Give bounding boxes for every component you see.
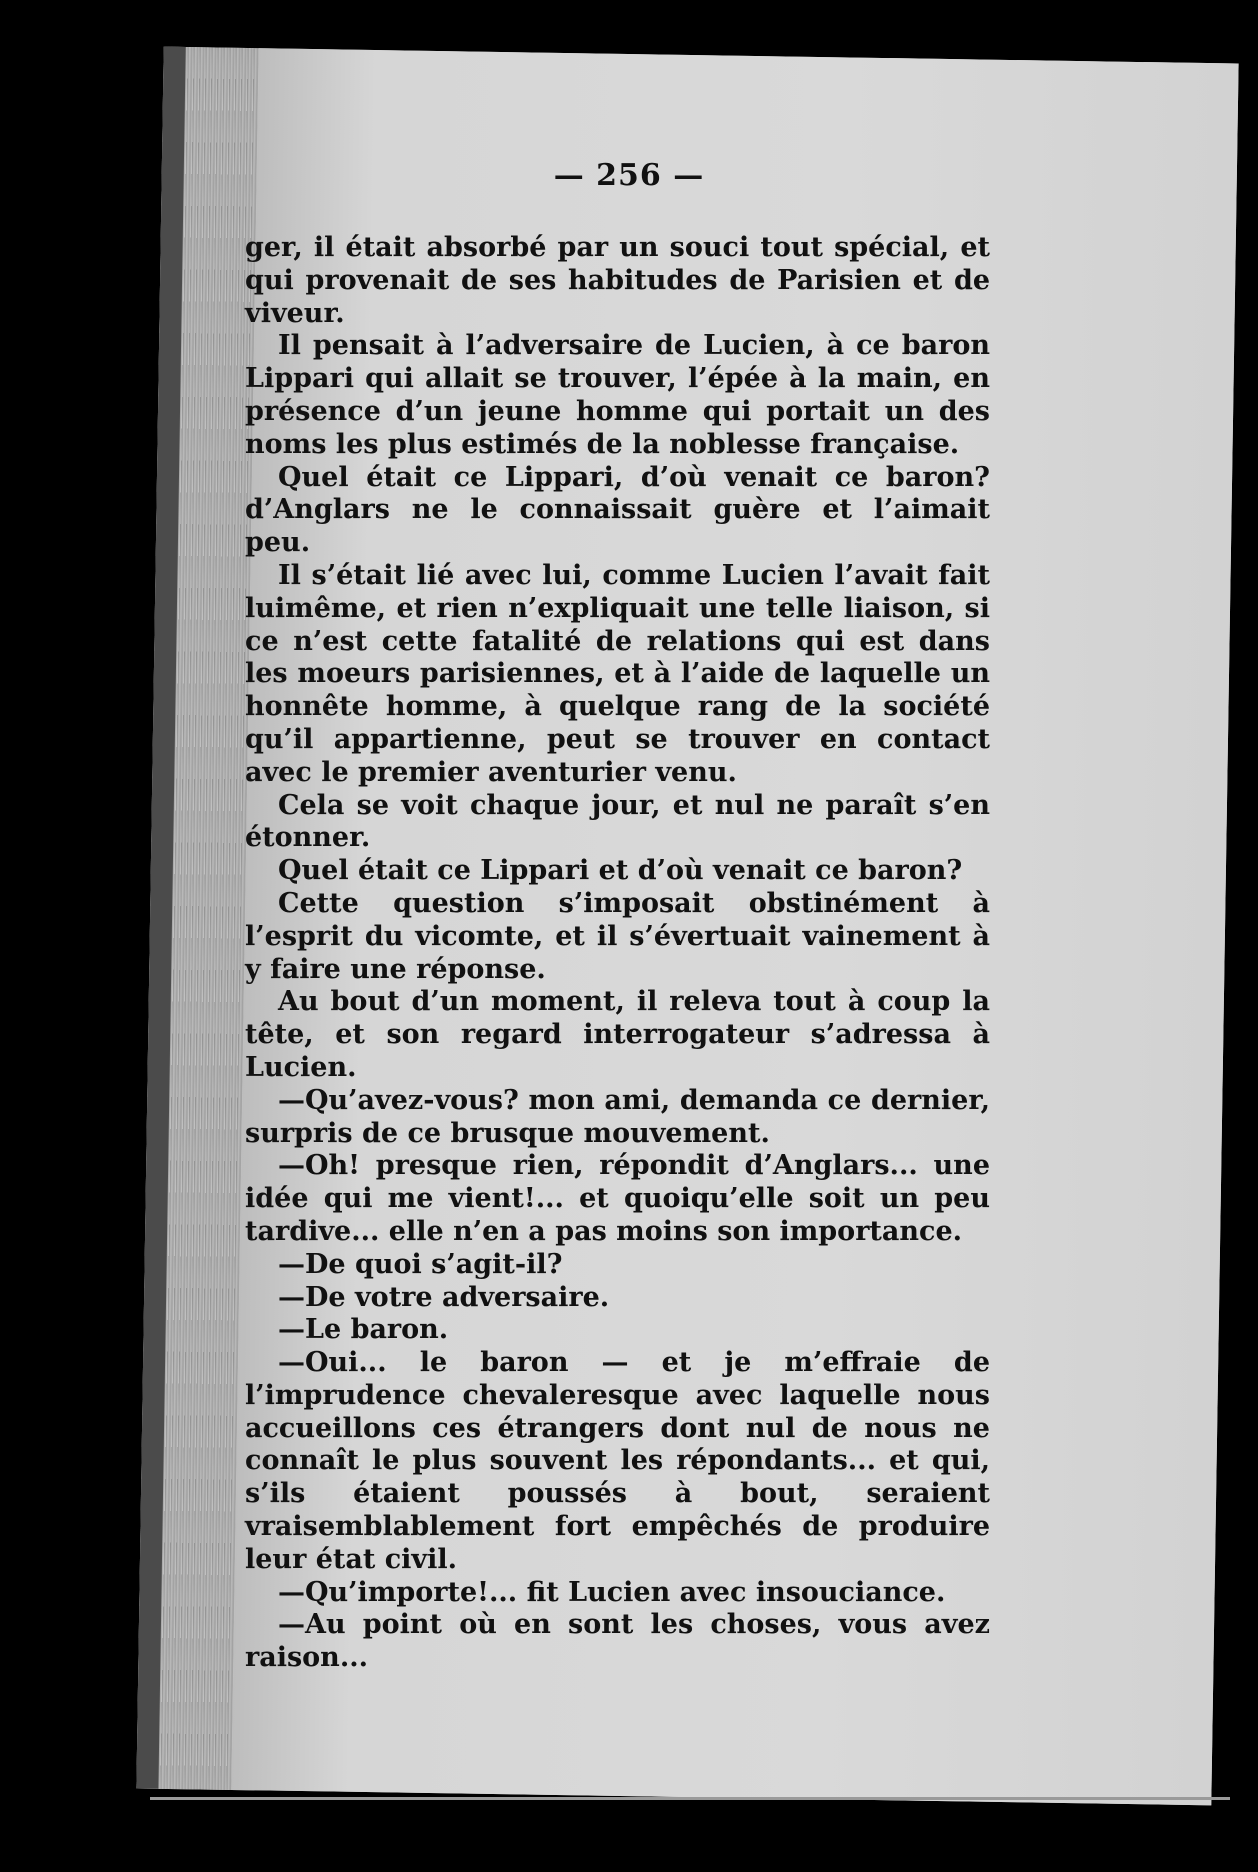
dialogue-line: —Oh! presque rien, répondit d’Anglars... une idée qui me vient!... et quoiqu’elle soit un peu tardive... elle n’en a pas moins son importance. (245, 1150, 990, 1247)
page-bottom-edge (150, 1797, 1230, 1800)
paragraph: Cette question s’imposait obstinément à l’esprit du vicomte, et il s’évertuait vainement à y faire une réponse. (245, 887, 990, 985)
paragraph: Quel était ce Lippari et d’où venait ce baron? (278, 855, 963, 887)
dialogue-line: —Le baron. (278, 1314, 449, 1346)
dialogue-line: —Oui... le baron — et je m’effraie de l’imprudence chevaleresque avec laquelle nous accueillons ces étrangers dont nul de nous ne connaît le plus souvent les répondants... et qui, s’ils étaient poussés à bout, seraient vraisemblablement fort empêchés de produire leur état civil. (245, 1347, 990, 1575)
dialogue-line: —Au point où en sont les choses, vous avez raison... (245, 1609, 990, 1674)
dialogue-line: —Qu’importe!... fit Lucien avec insouciance. (278, 1576, 946, 1608)
paragraph: Il pensait à l’adversaire de Lucien, à ce baron Lippari qui allait se trouver, l’épée à la main, en présence d’un jeune homme qui portait un des noms les plus estimés de la noblesse française. (245, 330, 990, 460)
dialogue-line: —De votre adversaire. (278, 1281, 610, 1313)
page-number: — 256 — (553, 158, 705, 193)
paragraph: Il s’était lié avec lui, comme Lucien l’avait fait luimême, et rien n’expliquait une telle liaison, si ce n’est cette fatalité de relations qui est dans les moeurs parisiennes, et à l’aide de laquelle un honnête homme, à quelque rang de la société qu’il appartienne, peut se trouver en contact avec le premier aventurier venu. (245, 559, 990, 788)
paragraph: Cela se voit chaque jour, et nul ne paraît s’en étonner. (245, 789, 990, 854)
dialogue-line: —Qu’avez-vous? mon ami, demanda ce dernier, surpris de ce brusque mouvement. (245, 1084, 990, 1149)
paragraph: Au bout d’un moment, il releva tout à coup la tête, et son regard interrogateur s’adressa à Lucien. (245, 986, 990, 1083)
paragraph: ger, il était absorbé par un souci tout spécial, et qui provenait de ses habitudes de Parisien et de viveur. (245, 232, 990, 329)
paragraph: Quel était ce Lippari, d’où venait ce baron? d’Anglars ne le connaissait guère et l’aimait peu. (245, 461, 990, 559)
dialogue-line: —De quoi s’agit-il? (278, 1248, 563, 1280)
body-text (245, 232, 990, 1675)
